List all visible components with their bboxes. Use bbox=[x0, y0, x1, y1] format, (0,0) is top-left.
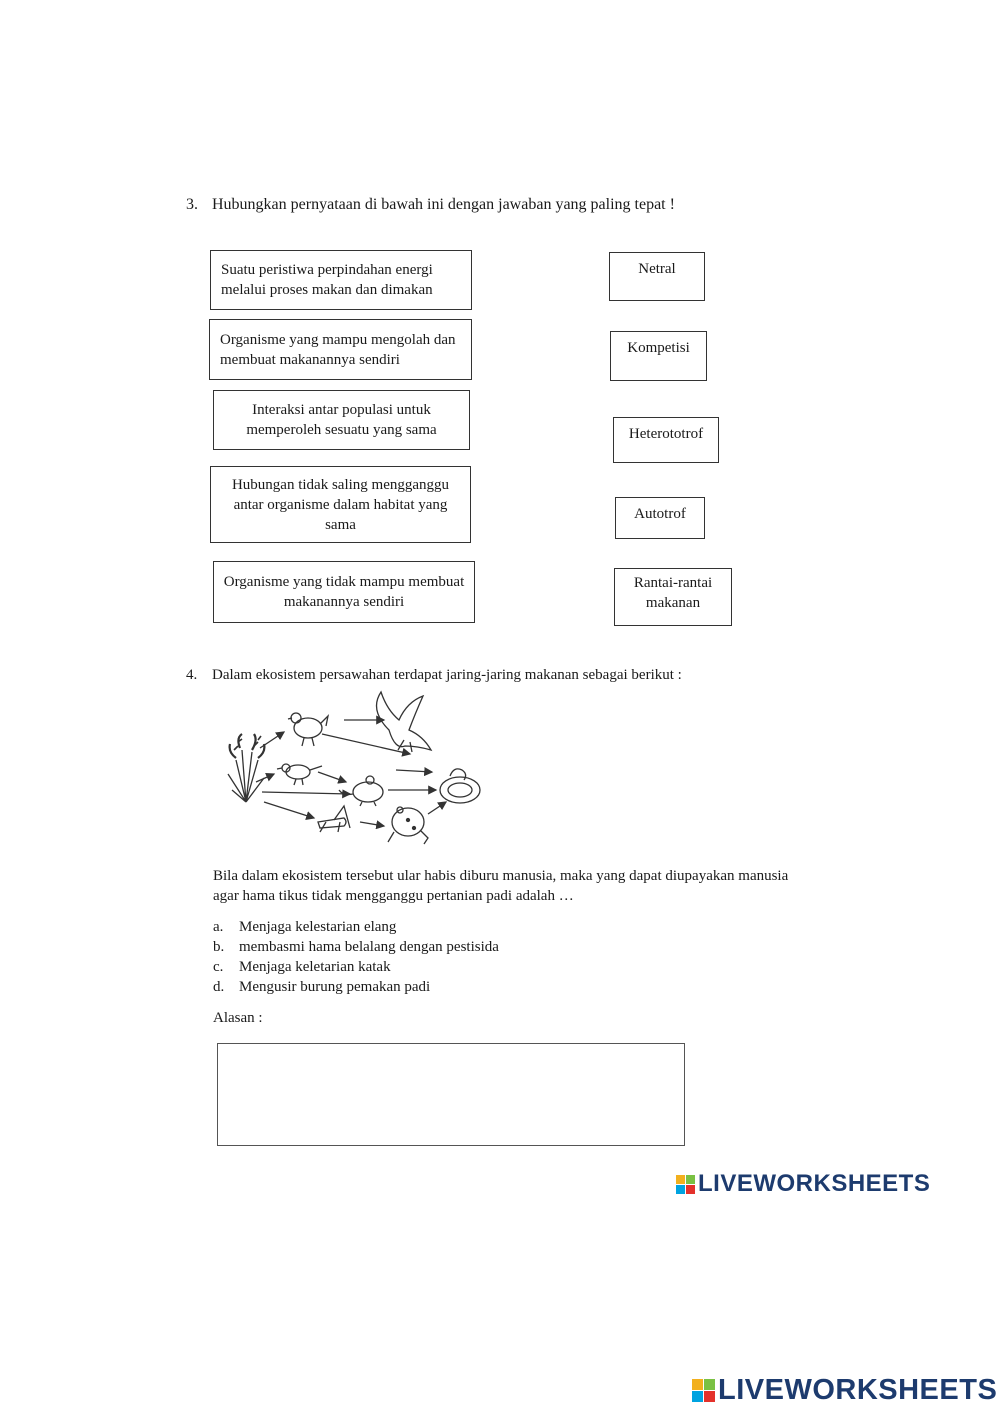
logo-square-3 bbox=[676, 1185, 685, 1194]
q4-option-d[interactable] bbox=[213, 977, 499, 997]
footer-logo-square-1 bbox=[692, 1379, 703, 1390]
logo-square-2 bbox=[686, 1175, 695, 1184]
q4-option-c[interactable] bbox=[213, 957, 499, 977]
q4-intro bbox=[186, 667, 682, 684]
q4-option-a[interactable] bbox=[213, 917, 499, 937]
reason-answer-box[interactable] bbox=[217, 1043, 685, 1146]
q3-answer-netral[interactable] bbox=[609, 252, 705, 301]
q4-option-b-letter: b. bbox=[213, 939, 225, 955]
q3-statement-2[interactable] bbox=[209, 319, 472, 380]
burung-icon bbox=[277, 764, 322, 785]
q3-answer-autotrof[interactable] bbox=[615, 497, 705, 539]
q3-answer-2-text: Kompetisi bbox=[627, 340, 690, 356]
footer-logo-square-2 bbox=[704, 1379, 715, 1390]
q3-answer-4-text: Autotrof bbox=[634, 506, 686, 522]
q3-statement-1[interactable] bbox=[210, 250, 472, 310]
liveworksheets-footer-logo-text: LIVEWORKSHEETS bbox=[718, 1374, 998, 1406]
q3-answer-rantai[interactable] bbox=[614, 568, 732, 626]
q3-statement-2-text: Organisme yang mampu mengolah dan membuat makanannya sendiri bbox=[220, 331, 456, 368]
liveworksheets-footer-logo-icon bbox=[692, 1379, 715, 1402]
q4-number: 4. bbox=[186, 667, 198, 683]
q4-option-b[interactable] bbox=[213, 937, 499, 957]
q3-instruction-text: Hubungkan pernyataan di bawah ini dengan jawaban yang paling tepat ! bbox=[212, 196, 675, 213]
padi-icon bbox=[228, 734, 264, 802]
liveworksheets-logo bbox=[676, 1170, 930, 1198]
q4-option-c-text: Menjaga keletarian katak bbox=[239, 959, 391, 975]
belalang-icon bbox=[318, 806, 350, 832]
q3-answer-3-text: Heterototrof bbox=[628, 426, 704, 442]
q4-question-line-1: Bila dalam ekosistem tersebut ular habis diburu manusia, maka yang dapat diupayakan manusia bbox=[213, 868, 789, 884]
q3-answer-kompetisi[interactable] bbox=[610, 331, 707, 381]
logo-square-1 bbox=[676, 1175, 685, 1184]
q3-answer-heterototrof[interactable] bbox=[613, 417, 719, 463]
elang-icon bbox=[377, 692, 432, 752]
q3-number: 3. bbox=[186, 196, 198, 213]
logo-square-4 bbox=[686, 1185, 695, 1194]
q3-statement-3[interactable] bbox=[213, 390, 470, 450]
liveworksheets-logo-text: LIVEWORKSHEETS bbox=[698, 1170, 931, 1197]
q4-option-a-text: Menjaga kelestarian elang bbox=[239, 919, 397, 935]
ular-icon bbox=[440, 769, 480, 803]
q4-question bbox=[213, 866, 788, 906]
katak-icon bbox=[388, 807, 428, 844]
reason-label: Alasan : bbox=[213, 1010, 263, 1026]
q3-statement-5[interactable] bbox=[213, 561, 475, 623]
ayam-icon bbox=[288, 713, 328, 746]
q3-answer-1-text: Netral bbox=[638, 261, 676, 277]
tikus-icon bbox=[339, 776, 383, 806]
q4-options bbox=[213, 917, 499, 997]
footer-logo-square-4 bbox=[704, 1391, 715, 1402]
liveworksheets-footer-logo[interactable] bbox=[692, 1374, 997, 1407]
q4-option-d-letter: d. bbox=[213, 979, 225, 995]
food-web-diagram bbox=[214, 690, 494, 855]
liveworksheets-logo-icon bbox=[676, 1175, 695, 1194]
q3-statement-5-text: Organisme yang tidak mampu membuat makanannya sendiri bbox=[223, 574, 465, 610]
q4-option-d-text: Mengusir burung pemakan padi bbox=[239, 979, 431, 995]
q4-option-c-letter: c. bbox=[213, 959, 224, 975]
q4-question-line-2: agar hama tikus tidak mengganggu pertanian padi adalah … bbox=[213, 888, 574, 904]
q3-answer-5-text: Rantai-rantai makanan bbox=[633, 575, 713, 611]
q3-statement-3-text: Interaksi antar populasi untuk memperoleh sesuatu yang sama bbox=[246, 402, 437, 438]
q3-statement-4[interactable] bbox=[210, 466, 471, 543]
q3-statement-4-text: Hubungan tidak saling mengganggu antar organisme dalam habitat yang sama bbox=[231, 476, 450, 533]
q4-option-b-text: membasmi hama belalang dengan pestisida bbox=[239, 939, 499, 955]
footer-logo-square-3 bbox=[692, 1391, 703, 1402]
q3-statement-1-text: Suatu peristiwa perpindahan energi melalui proses makan dan dimakan bbox=[221, 262, 433, 298]
q3-instruction bbox=[186, 196, 675, 214]
q4-option-a-letter: a. bbox=[213, 919, 224, 935]
q4-intro-text: Dalam ekosistem persawahan terdapat jaring-jaring makanan sebagai berikut : bbox=[212, 667, 682, 683]
